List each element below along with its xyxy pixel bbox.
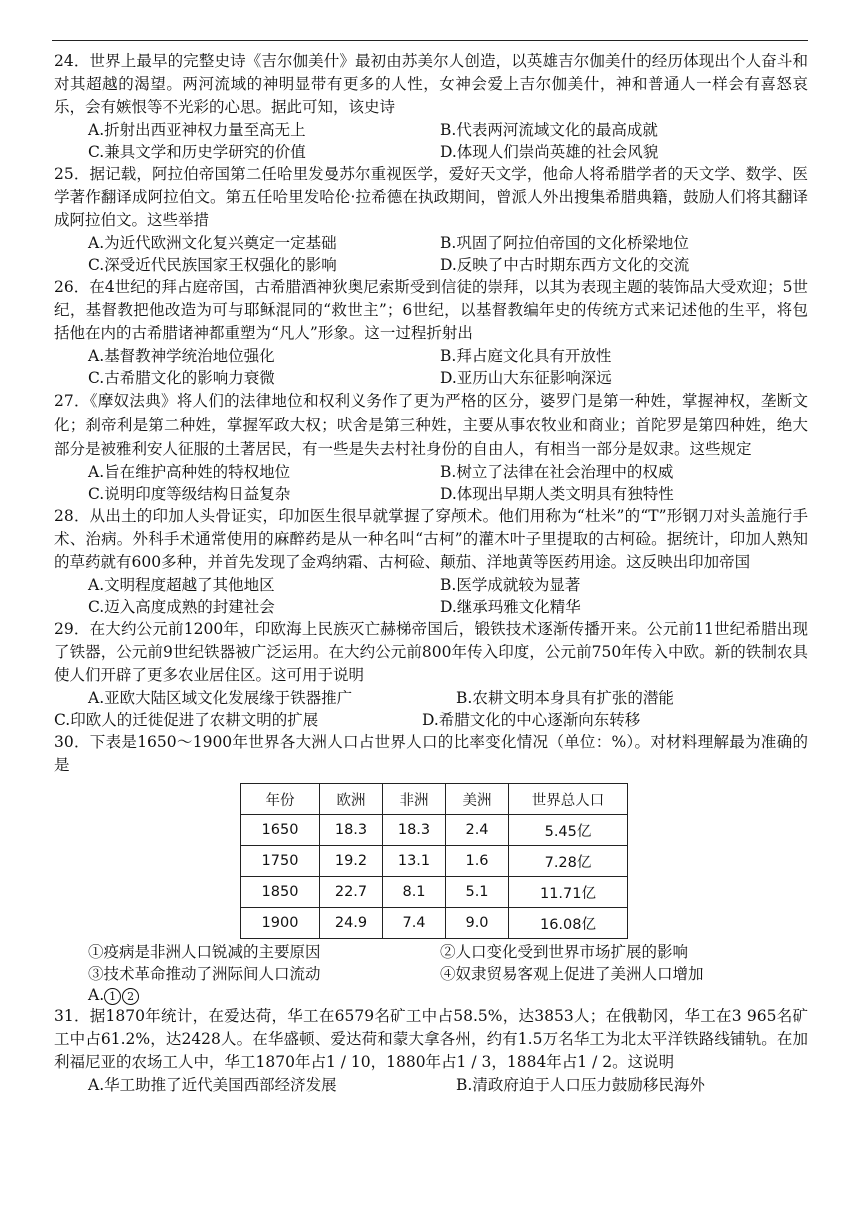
option-c: C.深受近代民族国家王权强化的影响	[88, 256, 337, 274]
option-c: C.兼具文学和历史学研究的价值	[88, 143, 306, 161]
option-a: A.亚欧大陆区域文化发展缘于铁器推广	[88, 689, 353, 707]
option-a: A.华工助推了近代美国西部经济发展	[88, 1076, 337, 1094]
option-d: D.希腊文化的中心逐渐向东转移	[422, 711, 641, 729]
question-27	[54, 389, 808, 505]
table-row	[241, 815, 628, 846]
option-b: B.清政府迫于人口压力鼓励移民海外	[456, 1076, 705, 1094]
table-cell: 1750	[241, 846, 320, 877]
table-header-row	[241, 784, 628, 815]
question-stem: 28．从出土的印加人头骨证实，印加医生很早就掌握了穿颅术。他们用称为“杜米”的“T”形钢刀对头盖施行手术、治病。外科手术通常使用的麻醉药是从一种名叫“古柯”的灌木叶子里提取的古柯硷。据统计，印加人熟知的草药就有600多种，并首先发现了金鸡纳霜、古柯硷、颠茄、洋地黄等医药用途。这反映出印加帝国	[54, 507, 808, 571]
question-28	[54, 505, 808, 618]
option-a: A.文明程度超越了其他地区	[88, 576, 275, 594]
table-header: 欧洲	[320, 784, 383, 815]
option-a: A.旨在维护高种姓的特权地位	[88, 463, 291, 481]
table-row	[241, 877, 628, 908]
table-cell: 2.4	[446, 815, 509, 846]
option-a: A.为近代欧洲文化复兴奠定一定基础	[88, 234, 337, 252]
question-stem: 31．据1870年统计，在爱达荷，华工在6579名矿工中占58.5%，达3853人；在俄勒冈，华工在3 965名矿工中占61.2%，达2428人。在华盛顿、爱达荷和蒙大拿各州，约有1.5万名华工为北太平洋铁路线铺轨。在加利福尼亚的农场工人中，华工1870年占1 / 10，1880年占1 / 3，1884年占1 / 2。这说明	[54, 1007, 808, 1071]
statement-1: ①疫病是非洲人口锐减的主要原因	[88, 943, 321, 961]
option-b: B.医学成就较为显著	[440, 576, 581, 594]
table-header: 年份	[241, 784, 320, 815]
table-cell: 5.1	[446, 877, 509, 908]
question-stem: 30．下表是1650～1900年世界各大洲人口占世界人口的比率变化情况（单位：%）。对材料理解最为准确的是	[54, 733, 808, 774]
question-stem: 25．据记载，阿拉伯帝国第二任哈里发曼苏尔重视医学，爱好天文学，他命人将希腊学者的天文学、数学、医学著作翻译成阿拉伯文。第五任哈里发哈伦·拉希德在执政期间，曾派人外出搜集希腊典籍，鼓励人们将其翻译成阿拉伯文。这些举措	[54, 165, 808, 229]
answer-prefix: A.	[88, 986, 105, 1004]
table-cell: 18.3	[383, 815, 446, 846]
statement-2: ②人口变化受到世界市场扩展的影响	[440, 943, 689, 961]
question-stem: 26．在4世纪的拜占庭帝国，古希腊酒神狄奥尼索斯受到信徒的崇拜，以其为表现主题的装饰品大受欢迎；5世纪，基督教把他改造为可与耶稣混同的“救世主”；6世纪，以基督教编年史的传统方式来记述他的生平，将包括他在内的古希腊诸神都重塑为“凡人”形象。这一过程折射出	[54, 278, 808, 342]
top-rule	[52, 40, 808, 41]
table-cell: 1850	[241, 877, 320, 908]
table-cell: 13.1	[383, 846, 446, 877]
table-cell: 16.08亿	[509, 908, 628, 939]
option-d: D.继承玛雅文化精华	[440, 598, 581, 616]
table-cell: 19.2	[320, 846, 383, 877]
question-stem: 24．世界上最早的完整史诗《吉尔伽美什》最初由苏美尔人创造，以英雄吉尔伽美什的经历体现出个人奋斗和对其超越的渴望。两河流域的神明显带有更多的人性，女神会爱上吉尔伽美什，神和普通人一样会有喜怒哀乐，会有嫉恨等不光彩的心思。据此可知，该史诗	[54, 52, 808, 116]
table-cell: 5.45亿	[509, 815, 628, 846]
table-row	[241, 908, 628, 939]
table-cell: 1.6	[446, 846, 509, 877]
question-26	[54, 276, 808, 389]
option-c: C.印欧人的迁徙促进了农耕文明的扩展	[54, 711, 319, 729]
table-cell: 1650	[241, 815, 320, 846]
statement-4: ④奴隶贸易客观上促进了美洲人口增加	[440, 965, 704, 983]
table-cell: 7.4	[383, 908, 446, 939]
question-30	[54, 731, 808, 1005]
option-c: C.古希腊文化的影响力衰微	[88, 369, 275, 387]
option-b: B.拜占庭文化具有开放性	[440, 347, 612, 365]
population-table	[240, 783, 628, 939]
table-cell: 18.3	[320, 815, 383, 846]
table-cell: 24.9	[320, 908, 383, 939]
table-cell: 11.71亿	[509, 877, 628, 908]
option-d: D.亚历山大东征影响深远	[440, 369, 612, 387]
option-b: B.代表两河流域文化的最高成就	[440, 121, 658, 139]
table-header: 非洲	[383, 784, 446, 815]
table-cell: 9.0	[446, 908, 509, 939]
exam-page	[54, 50, 808, 1096]
option-c: C.迈入高度成熟的封建社会	[88, 598, 275, 616]
question-31	[54, 1005, 808, 1096]
option-a: A.折射出西亚神权力量至高无上	[88, 121, 306, 139]
table-cell: 1900	[241, 908, 320, 939]
table-cell: 22.7	[320, 877, 383, 908]
option-a: A.基督教神学统治地位强化	[88, 347, 275, 365]
option-d: D.体现人们崇尚英雄的社会风貌	[440, 143, 659, 161]
statement-3: ③技术革命推动了洲际间人口流动	[88, 965, 321, 983]
question-24	[54, 50, 808, 163]
circled-number: 2	[122, 988, 139, 1005]
option-d: D.反映了中古时期东西方文化的交流	[440, 256, 690, 274]
question-stem: 27．《摩奴法典》将人们的法律地位和权利义务作了更为严格的区分，婆罗门是第一种姓，掌握神权，垄断文化；刹帝利是第二种姓，掌握军政大权；吠舍是第三种姓，主要从事农牧业和商业；首陀罗是第四种姓，绝大部分是被雅利安人征服的土著居民，有一些是失去村社身份的自由人，有相当一部分是奴隶。这些规定	[54, 392, 808, 458]
option-c: C.说明印度等级结构日益复杂	[88, 485, 291, 503]
option-d: D.体现出早期人类文明具有独特性	[440, 485, 674, 503]
option-b: B.树立了法律在社会治理中的权威	[440, 463, 674, 481]
table-cell: 7.28亿	[509, 846, 628, 877]
circled-number: 1	[104, 988, 121, 1005]
option-b: B.巩固了阿拉伯帝国的文化桥梁地位	[440, 234, 689, 252]
option-b: B.农耕文明本身具有扩张的潜能	[456, 689, 674, 707]
question-25	[54, 163, 808, 276]
table-header: 世界总人口	[509, 784, 628, 815]
table-row	[241, 846, 628, 877]
table-header: 美洲	[446, 784, 509, 815]
answer-option-a	[54, 985, 808, 1005]
question-29	[54, 618, 808, 731]
question-stem: 29．在大约公元前1200年，印欧海上民族灭亡赫梯帝国后，锻铁技术逐渐传播开来。公元前11世纪希腊出现了铁器，公元前9世纪铁器被广泛运用。在大约公元前800年传入印度，公元前750年传入中欧。新的铁制农具使人们开辟了更多农业居住区。这可用于说明	[54, 620, 808, 684]
table-cell: 8.1	[383, 877, 446, 908]
